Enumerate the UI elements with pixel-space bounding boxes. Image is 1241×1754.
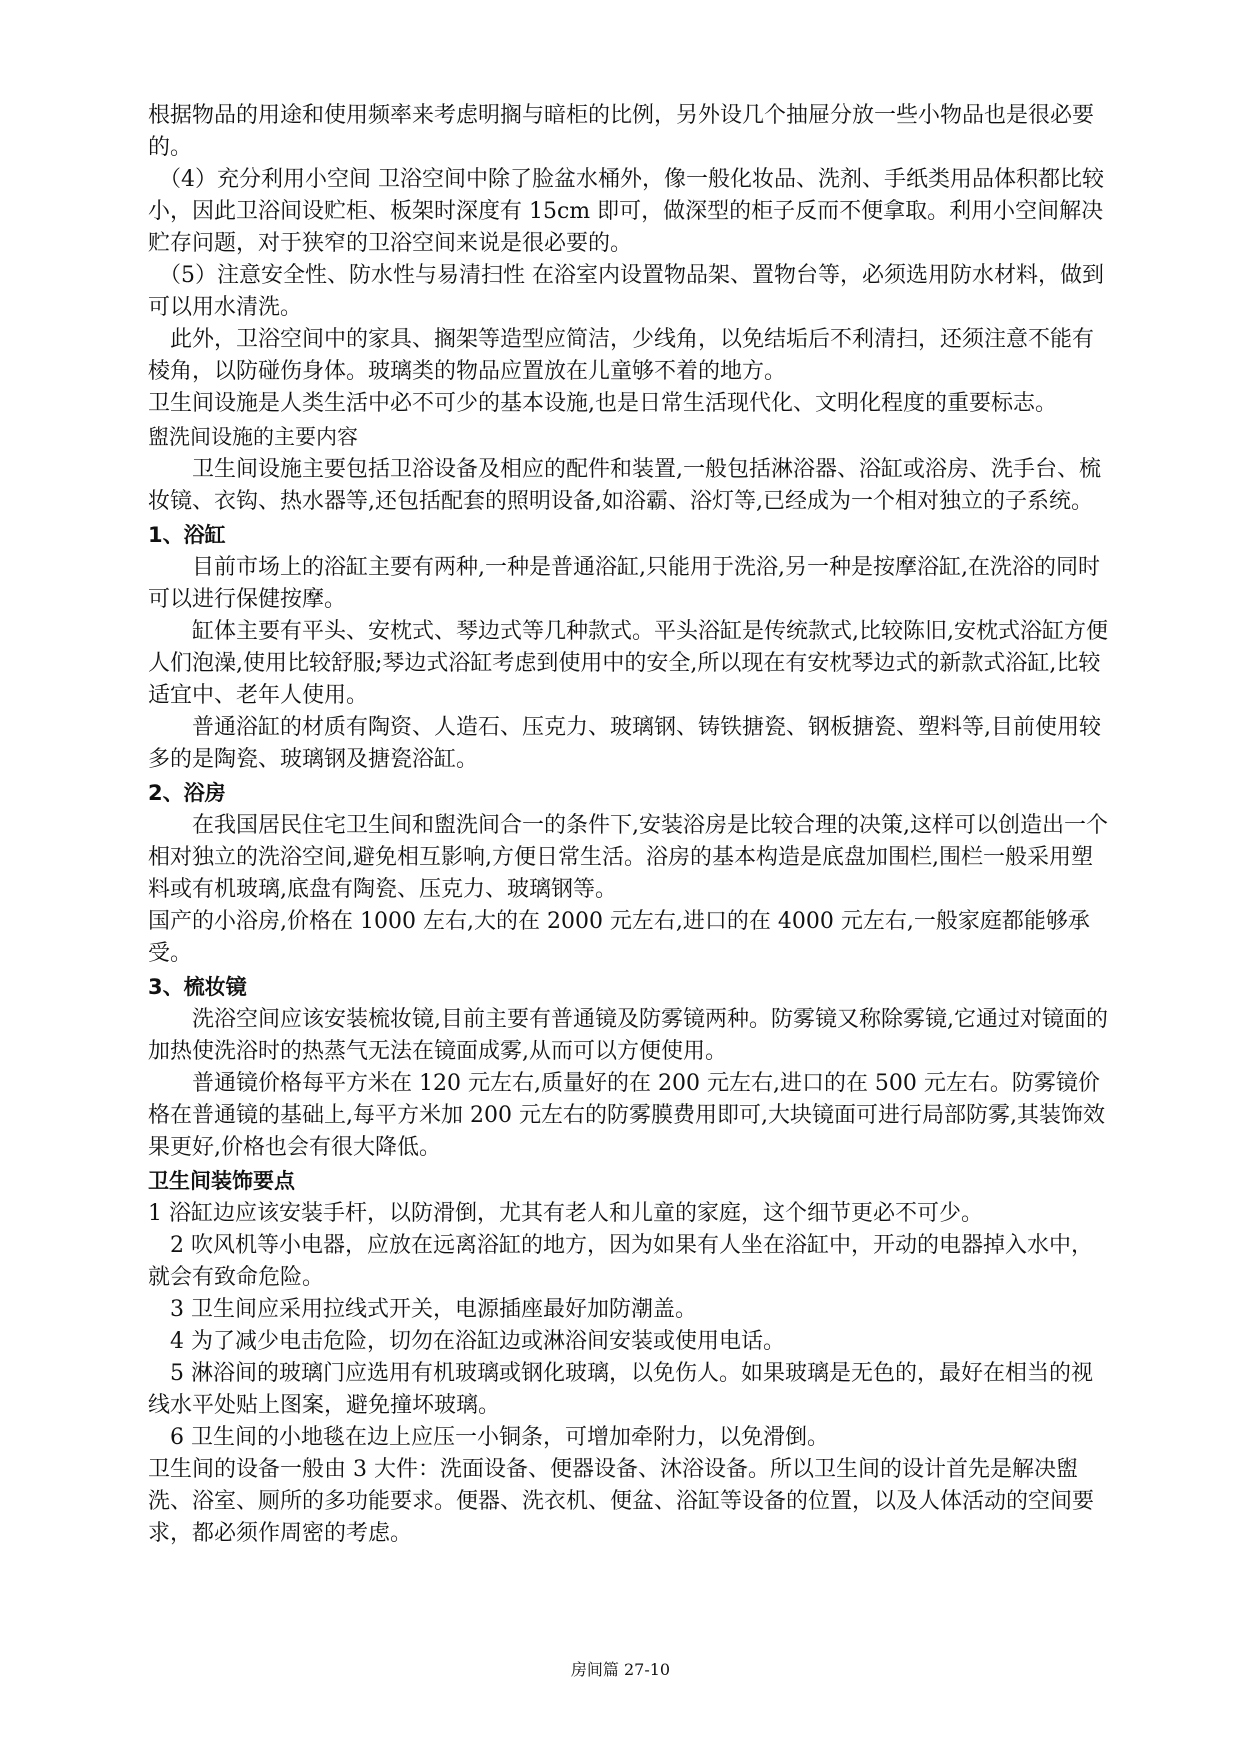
page-footer: 房间篇 27-10 [570, 1660, 671, 1679]
list-item: 1 浴缸边应该安装手杆，以防滑倒，尤其有老人和儿童的家庭，这个细节更必不可少。 [148, 1201, 983, 1226]
list-item: 2 吹风机等小电器，应放在远离浴缸的地方，因为如果有人坐在浴缸中，开动的电器掉入水中，就会有致命危险。 [148, 1233, 1093, 1290]
paragraph: 普通镜价格每平方米在 120 元左右,质量好的在 200 元左右,进口的在 500 元左右。防雾镜价格在普通镜的基础上,每平方米加 200 元左右的防雾膜费用即可,大块镜面可进行局部防雾,其装饰效果更好,价格也会有很大降低。 [148, 1071, 1105, 1160]
paragraph: 卫生间设施主要包括卫浴设备及相应的配件和装置,一般包括淋浴器、浴缸或浴房、洗手台、梳妆镜、衣钩、热水器等,还包括配套的照明设备,如浴霸、浴灯等,已经成为一个相对独立的子系统。 [148, 457, 1101, 514]
paragraph: 缸体主要有平头、安枕式、琴边式等几种款式。平头浴缸是传统款式,比较陈旧,安枕式浴缸方便人们泡澡,使用比较舒服;琴边式浴缸考虑到使用中的安全,所以现在有安枕琴边式的新款式浴缸,比较适宜中、老年人使用。 [148, 619, 1108, 708]
paragraph: （5）注意安全性、防水性与易清扫性 在浴室内设置物品架、置物台等，必须选用防水材料，做到可以用水清洗。 [148, 263, 1104, 320]
section-heading: 卫生间装饰要点 [148, 1169, 295, 1193]
section-heading: 1、浴缸 [148, 523, 226, 547]
paragraph: 洗浴空间应该安装梳妆镜,目前主要有普通镜及防雾镜两种。防雾镜又称除雾镜,它通过对镜面的加热使洗浴时的热蒸气无法在镜面成雾,从而可以方便使用。 [148, 1007, 1108, 1064]
paragraph: 国产的小浴房,价格在 1000 左右,大的在 2000 元左右,进口的在 4000 元左右,一般家庭都能够承受。 [148, 909, 1090, 966]
list-item: 3 卫生间应采用拉线式开关，电源插座最好加防潮盖。 [170, 1297, 697, 1322]
list-item: 6 卫生间的小地毯在边上应压一小铜条，可增加牵附力，以免滑倒。 [170, 1425, 829, 1450]
list-item: 5 淋浴间的玻璃门应选用有机玻璃或钢化玻璃，以免伤人。如果玻璃是无色的，最好在相当的视线水平处贴上图案，避免撞坏玻璃。 [148, 1361, 1093, 1418]
paragraph: 根据物品的用途和使用频率来考虑明搁与暗柜的比例，另外设几个抽屉分放一些小物品也是很必要的。 [148, 103, 1095, 160]
paragraph: 此外，卫浴空间中的家具、搁架等造型应简洁，少线角，以免结垢后不利清扫，还须注意不能有棱角，以防碰伤身体。玻璃类的物品应置放在儿童够不着的地方。 [148, 327, 1095, 384]
paragraph: （4）充分利用小空间 卫浴空间中除了脸盆水桶外，像一般化妆品、洗剂、手纸类用品体积都比较小，因此卫浴间设贮柜、板架时深度有 15cm 即可，做深型的柜子反而不便拿取。利用小空间解决贮存问题，对于狭窄的卫浴空间来说是很必要的。 [148, 167, 1104, 256]
section-heading: 盥洗间设施的主要内容 [148, 425, 358, 449]
section-heading: 2、浴房 [148, 781, 226, 805]
document-page [148, 100, 1108, 1550]
paragraph: 卫生间设施是人类生活中必不可少的基本设施,也是日常生活现代化、文明化程度的重要标志。 [148, 391, 1057, 416]
paragraph: 目前市场上的浴缸主要有两种,一种是普通浴缸,只能用于洗浴,另一种是按摩浴缸,在洗浴的同时可以进行保健按摩。 [148, 555, 1100, 612]
section-heading: 3、梳妆镜 [148, 975, 247, 999]
list-item: 4 为了减少电击危险，切勿在浴缸边或淋浴间安装或使用电话。 [170, 1329, 785, 1354]
paragraph: 普通浴缸的材质有陶资、人造石、压克力、玻璃钢、铸铁搪瓷、钢板搪瓷、塑料等,目前使用较多的是陶瓷、玻璃钢及搪瓷浴缸。 [148, 715, 1101, 772]
paragraph: 在我国居民住宅卫生间和盥洗间合一的条件下,安装浴房是比较合理的决策,这样可以创造出一个相对独立的洗浴空间,避免相互影响,方便日常生活。浴房的基本构造是底盘加围栏,围栏一般采用塑料或有机玻璃,底盘有陶瓷、压克力、玻璃钢等。 [148, 813, 1108, 902]
paragraph: 卫生间的设备一般由 3 大件：洗面设备、便器设备、沐浴设备。所以卫生间的设计首先是解决盥洗、浴室、厕所的多功能要求。便器、洗衣机、便盆、浴缸等设备的位置，以及人体活动的空间要求，都必须作周密的考虑。 [148, 1457, 1095, 1546]
